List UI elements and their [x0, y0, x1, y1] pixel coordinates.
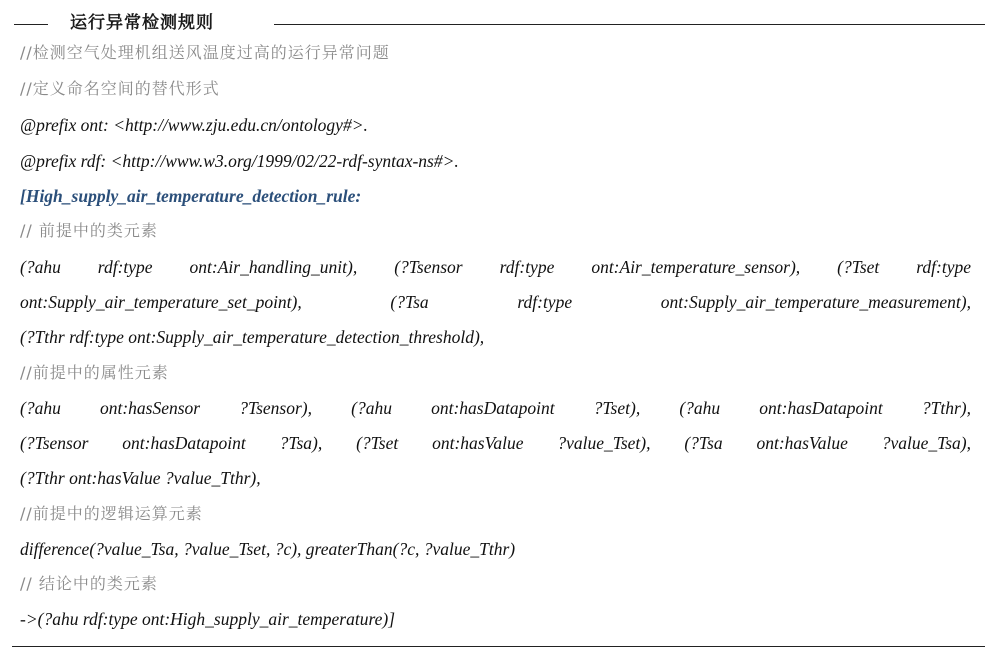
prefix-line: @prefix rdf: <http://www.w3.org/1999/02/22-rdf-syntax-ns#>. — [20, 151, 459, 171]
comment-line: // 前提中的类元素 — [20, 221, 158, 240]
document-title: 运行异常检测规则 — [70, 13, 214, 33]
title-rule-right — [274, 24, 985, 25]
title-row — [12, 10, 985, 36]
code-line: (?Tthr ont:hasValue ?value_Tthr), — [20, 468, 261, 488]
code-line: difference(?value_Tsa, ?value_Tset, ?c), greaterThan(?c, ?value_Tthr) — [20, 539, 516, 559]
code-line: (?Tsensor ont:hasDatapoint ?Tsa), (?Tset ont:hasValue ?value_Tset), (?Tsa ont:hasValue ?value_Tsa), — [20, 433, 971, 453]
code-line: (?Tthr rdf:type ont:Supply_air_temperature_detection_threshold), — [20, 327, 485, 347]
bottom-rule — [12, 646, 985, 647]
comment-line: //前提中的逻辑运算元素 — [20, 504, 203, 523]
code-line: ont:Supply_air_temperature_set_point), (?Tsa rdf:type ont:Supply_air_temperature_measurement), — [20, 292, 971, 312]
comment-line: //前提中的属性元素 — [20, 363, 169, 382]
rule-name-line: [High_supply_air_temperature_detection_rule: — [20, 186, 362, 206]
code-line: (?ahu ont:hasSensor ?Tsensor), (?ahu ont:hasDatapoint ?Tset), (?ahu ont:hasDatapoint ?Tthr), — [20, 398, 971, 418]
code-line: (?ahu rdf:type ont:Air_handling_unit), (?Tsensor rdf:type ont:Air_temperature_sensor), (?Tset rdf:type — [20, 257, 971, 277]
comment-line: // 结论中的类元素 — [20, 574, 158, 593]
comment-line: //检测空气处理机组送风温度过高的运行异常问题 — [20, 43, 390, 62]
prefix-line: @prefix ont: <http://www.zju.edu.cn/ontology#>. — [20, 115, 368, 135]
comment-line: //定义命名空间的替代形式 — [20, 79, 220, 98]
title-rule-left — [14, 24, 48, 25]
conclusion-line: ->(?ahu rdf:type ont:High_supply_air_temperature)] — [20, 609, 396, 629]
